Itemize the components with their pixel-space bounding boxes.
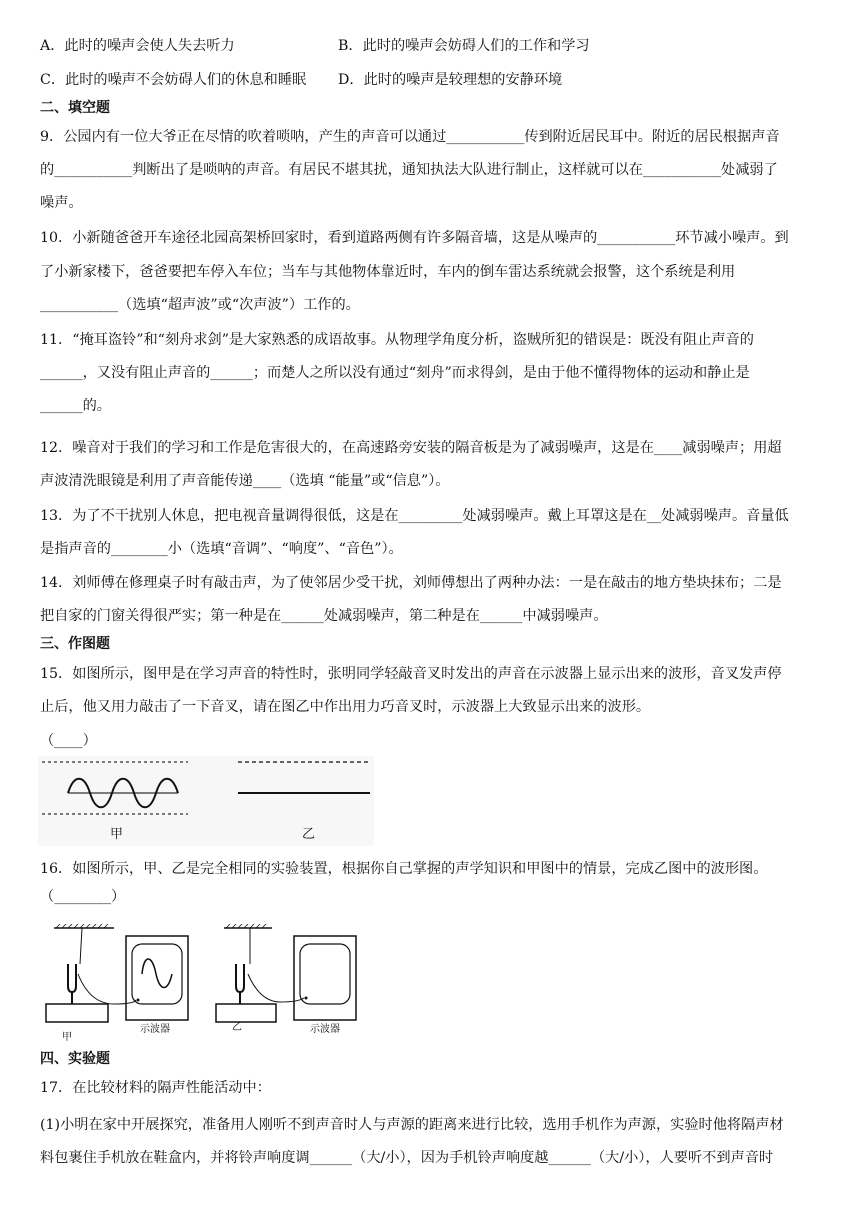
q16-figure bbox=[40, 924, 360, 1036]
section-heading-drawing: 三、作图题 bbox=[40, 636, 110, 652]
left-device-label: 示波器 bbox=[140, 1024, 170, 1035]
q10-line-1: 10．小新随爸爸开车途径北园高架桥回家时，看到道路两侧有许多隔音墙，这是从噪声的___________环节减小噪声。到 bbox=[40, 230, 789, 246]
q10-line-3: ___________（选填“超声波”或“次声波”）工作的。 bbox=[40, 297, 360, 313]
q15-blank: （____） bbox=[40, 733, 97, 749]
q16-line-1: 16．如图所示，甲、乙是完全相同的实验装置，根据你自己掌握的声学知识和甲图中的情景，完成乙图中的波形图。 bbox=[40, 861, 768, 877]
q13-line-1: 13．为了不干扰别人休息，把电视音量调得很低，这是在_________处减弱噪声。戴上耳罩这是在__处减弱噪声。音量低 bbox=[40, 508, 789, 524]
option-c: C．此时的噪声不会妨碍人们的休息和睡眠 bbox=[40, 72, 307, 88]
q11-line-3: ______的。 bbox=[40, 398, 111, 414]
section-heading-experiment: 四、实验题 bbox=[40, 1051, 110, 1067]
fig-label-yi: 乙 bbox=[302, 827, 316, 842]
option-b: B．此时的噪声会妨碍人们的工作和学习 bbox=[338, 38, 590, 54]
q17-intro: 17．在比较材料的隔声性能活动中： bbox=[40, 1080, 271, 1096]
right-screen-blank bbox=[300, 944, 350, 1004]
q16-blank: （________） bbox=[40, 889, 126, 905]
left-base bbox=[46, 1004, 108, 1022]
left-pendulum-string bbox=[80, 928, 82, 964]
q9-line-2: 的___________判断出了是唢呐的声音。有居民不堪其扰，通知执法大队进行制止，这样就可以在___________处减弱了 bbox=[40, 162, 778, 178]
q10-line-2: 了小新家楼下，爸爸要把车停入车位；当车与其他物体靠近时，车内的倒车雷达系统就会报警，这个系统是利用 bbox=[40, 264, 736, 280]
q16-left-label: 甲 bbox=[62, 1032, 72, 1043]
q14-line-2: 把自家的门窗关得很严实；第一种是在______处减弱噪声，第二种是在______中减弱噪声。 bbox=[40, 608, 608, 624]
q13-line-2: 是指声音的________小（选填“音调”、“响度”、“音色”）。 bbox=[40, 541, 403, 557]
right-oscilloscope bbox=[294, 936, 356, 1020]
option-a: A．此时的噪声会使人失去听力 bbox=[40, 38, 235, 54]
q15-line-1: 15．如图所示，图甲是在学习声音的特性时，张明同学轻敲音叉时发出的声音在示波器上显示出来的波形，音叉发声停 bbox=[40, 666, 782, 682]
option-d: D．此时的噪声是较理想的安静环境 bbox=[338, 72, 563, 88]
left-cable bbox=[78, 974, 136, 1004]
q15-figure bbox=[38, 756, 374, 846]
q16-right-label: 乙 bbox=[232, 1022, 242, 1033]
q11-line-2: ______，又没有阻止声音的______；而楚人之所以没有通过“刻舟”而求得剑，是由于他不懂得物体的运动和静止是 bbox=[40, 365, 750, 381]
fig-label-jia: 甲 bbox=[110, 827, 124, 842]
right-cable bbox=[248, 974, 304, 1002]
right-base bbox=[216, 1004, 276, 1022]
q12-line-1: 12．噪音对于我们的学习和工作是危害很大的，在高速路旁安装的隔音板是为了减弱噪声，这是在____减弱噪声；用超 bbox=[40, 440, 782, 456]
q15-line-2: 止后，他又用力敲击了一下音叉，请在图乙中作出用力巧音叉时，示波器上大致显示出来的波形。 bbox=[40, 699, 651, 715]
q12-line-2: 声波清洗眼镜是利用了声音能传递____（选填 “能量”或“信息”）。 bbox=[40, 473, 450, 489]
right-tuning-fork bbox=[236, 964, 244, 1004]
q17-1-line-2: 料包裹住手机放在鞋盒内，并将铃声响度调______（大/小），因为手机铃声响度越______（大/小），人要听不到声音时 bbox=[40, 1150, 774, 1166]
section-heading-fill-blank: 二、填空题 bbox=[40, 100, 110, 116]
left-tuning-fork bbox=[68, 964, 76, 1004]
q11-line-1: 11．“掩耳盗铃”和“刻舟求剑”是大家熟悉的成语故事。从物理学角度分析，盗贼所犯的错误是：既没有阻止声音的 bbox=[40, 332, 754, 348]
left-waveform bbox=[142, 959, 172, 988]
right-device-label: 示波器 bbox=[310, 1024, 340, 1035]
q9-line-3: 噪声。 bbox=[40, 195, 83, 211]
q9-line-1: 9．公园内有一位大爷正在尽情的吹着唢呐，产生的声音可以通过___________传到附近居民耳中。附近的居民根据声音 bbox=[40, 129, 780, 145]
q17-1-line-1: (1)小明在家中开展探究，准备用人刚听不到声音时人与声源的距离来进行比较，选用手机作为声源，实验时他将隔声材 bbox=[40, 1117, 784, 1133]
q14-line-1: 14．刘师傅在修理桌子时有敲击声，为了使邻居少受干扰，刘师傅想出了两种办法：一是在敲击的地方垫块抹布；二是 bbox=[40, 575, 782, 591]
